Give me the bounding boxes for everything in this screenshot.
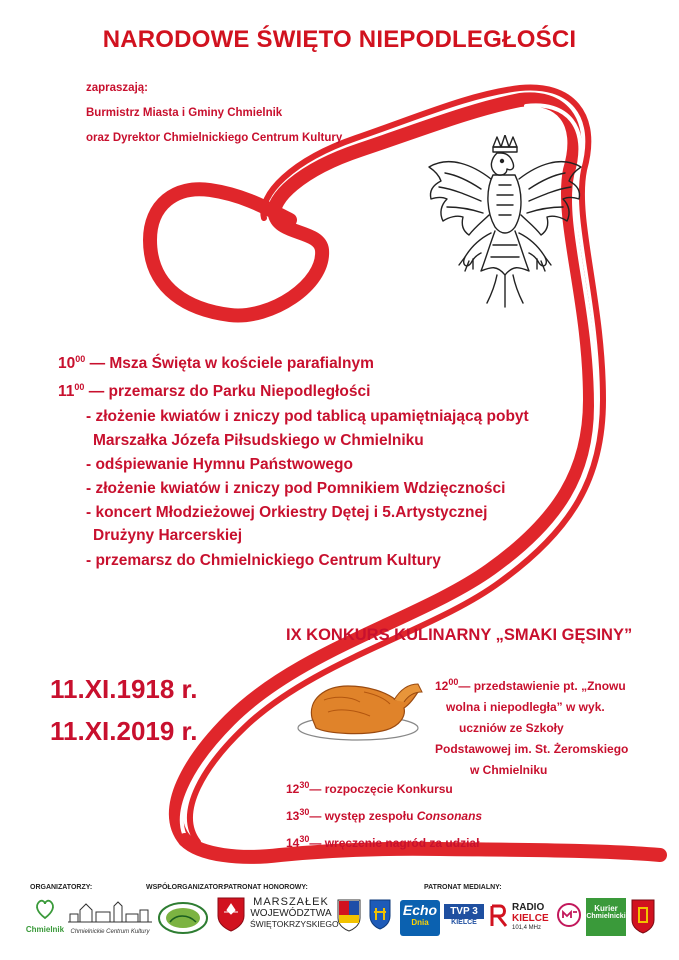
program-subitem: - złożenie kwiatów i zniczy pod tablicą upamiętniającą pobyt	[86, 408, 529, 425]
footer-label-patronage: PATRONAT HONOROWY:	[224, 884, 308, 891]
band-name: Consonans	[416, 809, 483, 823]
logo-tvp3	[444, 900, 484, 936]
event-text: — przedstawienie pt. „Znowu	[458, 679, 626, 693]
time-hour: 10	[58, 355, 76, 373]
contest-title: IX KONKURS KULINARNY „SMAKI GĘSINY”	[286, 626, 633, 644]
program-text: — Msza Święta w kościele parafialnym	[89, 355, 374, 373]
time-hour: 14	[286, 836, 300, 850]
time-hour: 12	[286, 782, 300, 796]
logo-marszalek	[250, 896, 339, 938]
invite-line-2: Burmistrz Miasta i Gminy Chmielnik	[86, 107, 283, 119]
rk-mark-icon	[490, 904, 510, 928]
logo-text: MARSZAŁEK	[253, 896, 329, 908]
program-subitem: - przemarsz do Chmielnickiego Centrum Kultury	[86, 552, 441, 569]
time-minute: 00	[75, 354, 86, 364]
em-radio-icon	[556, 902, 582, 932]
time-minute: 30	[299, 780, 310, 790]
time-minute: 00	[448, 677, 459, 687]
time-minute: 00	[74, 382, 85, 392]
time-minute: 30	[299, 834, 310, 844]
heart-leaf-icon	[33, 898, 57, 920]
logo-kurier-chmielnicki	[586, 898, 626, 936]
logo-centrum-kultury	[68, 900, 152, 938]
red-crest-icon	[630, 898, 656, 934]
program-subitem: Drużyny Harcerskiej	[93, 527, 243, 544]
logo-coorganizer-oval	[158, 902, 208, 934]
logo-text: KIELCE	[512, 913, 549, 924]
contest-event-show	[435, 672, 665, 781]
blue-shield-icon	[368, 898, 392, 930]
time-minute: 30	[299, 807, 310, 817]
logo-county-crest	[336, 898, 362, 934]
logo-text: 101,4 MHz	[512, 925, 542, 931]
invite-line-3: oraz Dyrektor Chmielnickiego Centrum Kultury	[86, 132, 343, 144]
town-skyline-icon	[68, 900, 152, 924]
event-text: — występ zespołu	[309, 809, 417, 823]
logo-text: RADIO	[512, 902, 545, 913]
logo-chmielnik	[22, 898, 68, 938]
roast-goose-icon	[294, 670, 426, 750]
program-subitem: Marszałka Józefa Piłsudskiego w Chmielniku	[93, 432, 424, 449]
program-item-mass	[58, 354, 374, 373]
logo-text: Dnia	[411, 918, 429, 927]
red-shield-eagle-icon	[216, 896, 246, 932]
contest-event-performance	[286, 807, 482, 823]
logo-text: Kurier	[594, 904, 618, 913]
contest-event-start	[286, 780, 453, 796]
date-2019: 11.XI.2019 r.	[50, 716, 198, 746]
event-text: uczniów ze Szkoły	[459, 721, 564, 735]
program-text: — przemarsz do Parku Niepodległości	[88, 383, 371, 401]
date-1918: 11.XI.1918 r.	[50, 674, 198, 704]
green-oval-emblem-icon	[158, 902, 208, 934]
logo-text: TVP 3	[444, 904, 484, 919]
contest-event-awards	[286, 834, 479, 850]
footer-label-organizers: ORGANIZATORZY:	[30, 884, 93, 891]
logo-radio-kielce	[490, 900, 556, 936]
logo-town-crest	[368, 898, 394, 934]
event-text: w Chmielniku	[470, 763, 548, 777]
logo-echo-dnia	[400, 900, 440, 936]
logo-text: ŚWIĘTOKRZYSKIEGO	[250, 919, 339, 929]
logo-text: KIELCE	[451, 919, 477, 926]
invite-line-1: zapraszają:	[86, 82, 149, 94]
event-text: — rozpoczęcie Konkursu	[309, 782, 453, 796]
logo-text: Chmielnickie Centrum Kultury	[70, 929, 150, 935]
logo-voivodeship-crest	[216, 896, 248, 940]
footer-label-media: PATRONAT MEDIALNY:	[424, 884, 502, 891]
logo-text: Chmielnik	[25, 925, 65, 934]
logo-text: WOJEWÓDZTWA	[250, 908, 332, 919]
program-subitem: - koncert Młodzieżowej Orkiestry Dętej i 5.Artystycznej	[86, 504, 488, 521]
event-text: Podstawowej im. St. Żeromskiego	[435, 742, 629, 756]
county-shield-icon	[336, 898, 362, 932]
logo-text: Chmielnicki	[586, 913, 626, 920]
program-subitem: - złożenie kwiatów i zniczy pod Pomnikiem Wdzięczności	[86, 480, 506, 497]
white-eagle-emblem-icon	[425, 135, 585, 310]
time-hour: 11	[58, 383, 75, 401]
logo-radio-em	[556, 902, 582, 934]
logo-text: Echo	[402, 902, 438, 918]
program-item-march	[58, 382, 370, 401]
logo-chmielnik-crest	[630, 898, 656, 936]
program-subitem: - odśpiewanie Hymnu Państwowego	[86, 456, 353, 473]
time-hour: 13	[286, 809, 300, 823]
footer-label-coorganizer: WSPÓŁORGANIZATOR:	[146, 884, 226, 891]
time-hour: 12	[435, 679, 449, 693]
event-text: — wręczenie nagród za udział	[309, 836, 480, 850]
page-title: NARODOWE ŚWIĘTO NIEPODLEGŁOŚCI	[102, 26, 577, 53]
event-text: wolna i niepodległa” w wyk.	[446, 700, 605, 714]
